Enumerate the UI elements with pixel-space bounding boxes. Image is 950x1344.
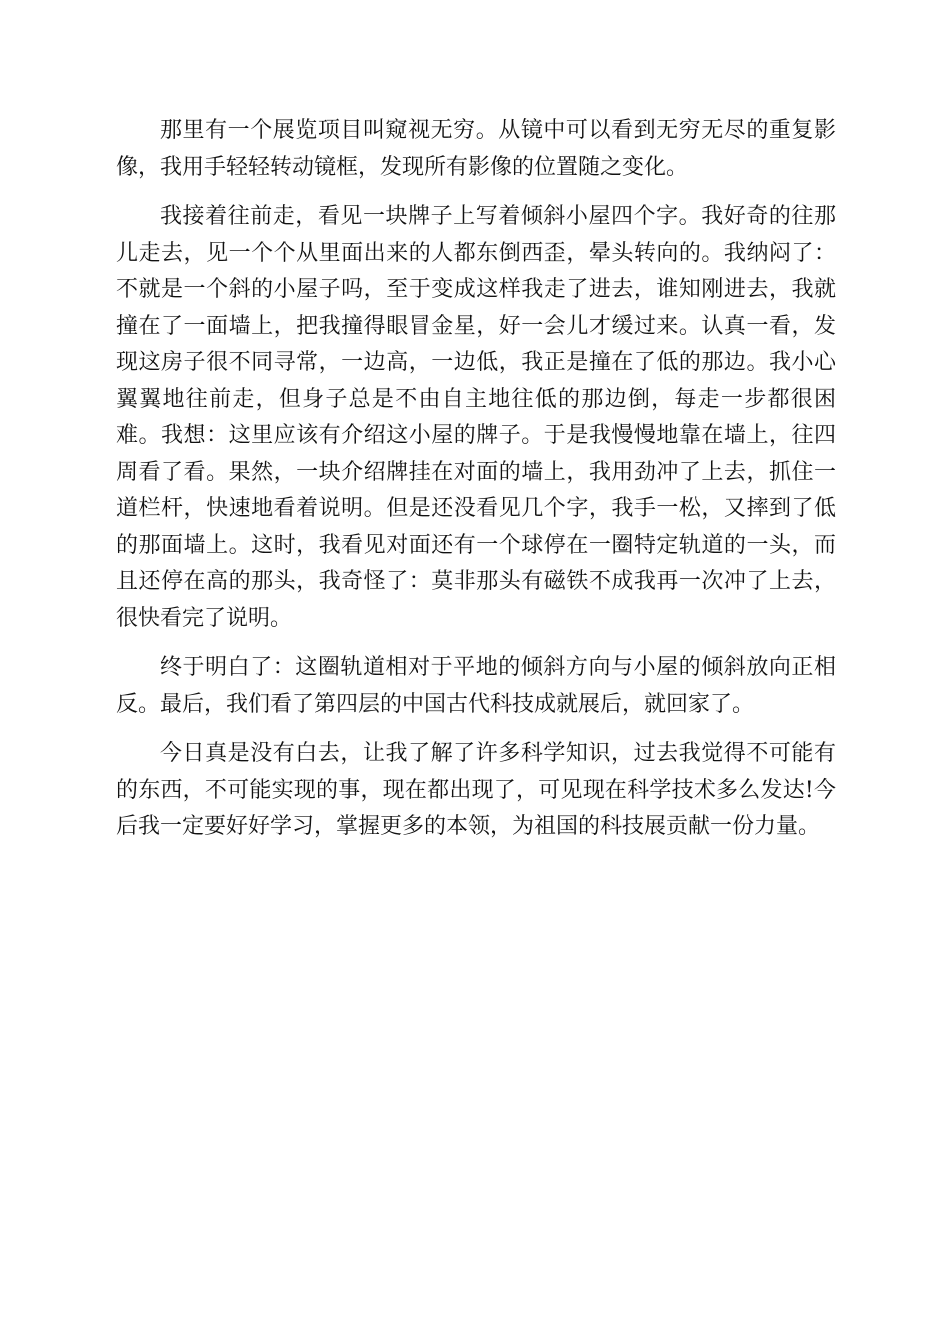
- paragraph: 那里有一个展览项目叫窥视无穷。从镜中可以看到无穷无尽的重复影像，我用手轻轻转动镜框，发现所有影像的位置随之变化。: [116, 118, 836, 180]
- paragraph: 我接着往前走，看见一块牌子上写着倾斜小屋四个字。我好奇的往那儿走去，见一个个从里面出来的人都东倒西歪，晕头转向的。我纳闷了：不就是一个斜的小屋子吗，至于变成这样我走了进去，谁知刚进去，我就撞在了一面墙上，把我撞得眼冒金星，好一会儿才缓过来。认真一看，发现这房子很不同寻常，一边高，一边低，我正是撞在了低的那边。我小心翼翼地往前走，但身子总是不由自主地往低的那边倒，每走一步都很困难。我想：这里应该有介绍这小屋的牌子。于是我慢慢地靠在墙上，往四周看了看。果然，一块介绍牌挂在对面的墙上，我用劲冲了上去，抓住一道栏杆，快速地看着说明。但是还没看见几个字，我手一松，又摔到了低的那面墙上。这时，我看见对面还有一个球停在一圈特定轨道的一头，而且还停在高的那头，我奇怪了：莫非那头有磁铁不成我再一次冲了上去，很快看完了说明。: [116, 204, 836, 631]
- document-body: [116, 113, 836, 859]
- paragraph: 今日真是没有白去，让我了解了许多科学知识，过去我觉得不可能有的东西，不可能实现的事，现在都出现了，可见现在科学技术多么发达!今后我一定要好好学习，掌握更多的本领，为祖国的科技展贡献一份力量。: [116, 741, 836, 839]
- paragraph: 终于明白了：这圈轨道相对于平地的倾斜方向与小屋的倾斜放向正相反。最后，我们看了第四层的中国古代科技成就展后，就回家了。: [116, 655, 836, 717]
